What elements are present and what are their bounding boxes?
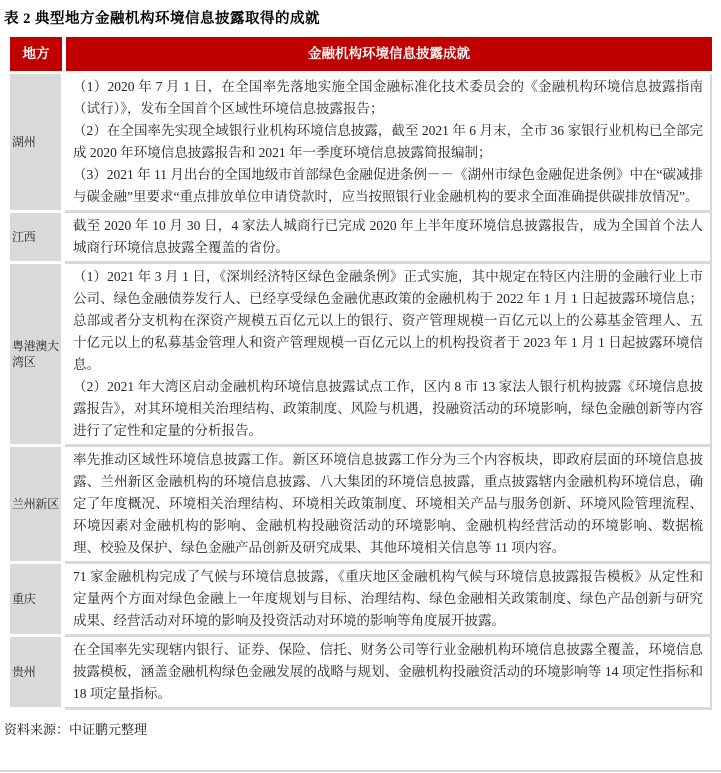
table-row (10, 264, 712, 444)
page-title: 表 2 典型地方金融机构环境信息披露取得的成就 (4, 11, 320, 27)
achievement-paragraph: （2）2021 年大湾区启动金融机构环境信息披露试点工作，区内 8 市 13 家法人银行机构披露《环境信息披露报告》，对其环境相关治理结构、政策制度、风险与机遇，投融资活动的环境影响，绿色金融创新等内容进行了定性和定量的分析报告。 (73, 379, 703, 438)
region-cell (10, 264, 61, 444)
achievement-paragraph: （2）在全国率先实现全域银行业机构环境信息披露，截至 2021 年 6 月末，全市 36 家银行业机构已全部完成 2020 年环境信息披露报告和 2021 年一季度环境信息披露简报编制； (73, 123, 703, 160)
table-row (10, 74, 712, 210)
bottom-divider (0, 770, 721, 772)
achievement-paragraph: 71 家金融机构完成了气候与环境信息披露，《重庆地区金融机构气候与环境信息披露报告模板》从定性和定量两个方面对绿色金融上一年度规划与目标、治理结构、绿色金融相关政策制度、绿色产品创新与研究成果、经营活动对环境的影响及投资活动对环境的影响等角度展开披露。 (73, 569, 703, 628)
table-row (10, 213, 712, 261)
region-cell (10, 637, 61, 707)
achievement-cell (65, 447, 712, 561)
achievement-paragraph: 率先推动区域性环境信息披露工作。新区环境信息披露工作分为三个内容板块，即政府层面的环境信息披露、兰州新区金融机构的环境信息披露、八大集团的环境信息披露，重点披露辖内金融机构环境信息，确定了年度概况、环境相关治理结构、环境相关政策制度、环境相关产品与服务创新、环境风险管理流程、环境因素对金融机构的影响、金融机构投融资活动的环境影响、金融机构经营活动的环境影响、数据梳理、校验及保护、绿色金融产品创新及研究成果、其他环境相关信息等 11 项内容。 (73, 452, 703, 555)
table-row (10, 564, 712, 634)
achievement-paragraph: （1）2021 年 3 月 1 日，《深圳经济特区绿色金融条例》正式实施，其中规定在特区内注册的金融行业上市公司、绿色金融债券发行人、已经享受绿色金融优惠政策的金融机构于 2022 年 1 月 1 日起披露环境信息；总部或者分支机构在深资产规模五百亿元以上的银行、资产管理规模一百亿元以上的公募基金管理人、五十亿元以上的私募基金管理人和资产管理规模一百亿元以上的机构投资者于 2023 年 1 月 1 日起披露环境信息。 (73, 269, 703, 372)
achievement-cell (65, 264, 712, 444)
achievement-paragraph: （3）2021 年 11 月出台的全国地级市首部绿色金融促进条例－－《湖州市绿色金融促进条例》中在“碳减排与碳金融”里要求“重点排放单位申请贷款时，应当按照银行业金融机构的要求全面准确提供碳排放情况”。 (73, 167, 703, 204)
achievement-cell (65, 637, 712, 707)
achievement-paragraph: 在全国率先实现辖内银行、证券、保险、信托、财务公司等行业金融机构环境信息披露全覆盖，环境信息披露模板，涵盖金融机构绿色金融发展的战略与规划、金融机构投融资活动的环境影响等 14 项定性指标和 18 项定量指标。 (73, 642, 703, 701)
region-label: 湖州 (12, 135, 36, 149)
region-header-cell: 地方 (10, 37, 62, 71)
region-label: 江西 (12, 230, 36, 244)
source-note: 资料来源：中证鹏元整理 (4, 722, 148, 737)
table-body (10, 74, 712, 707)
achievement-header-cell: 金融机构环境信息披露成就 (66, 37, 712, 71)
region-cell (10, 74, 61, 210)
region-label: 贵州 (12, 665, 36, 679)
region-label: 重庆 (12, 592, 36, 606)
achievement-paragraph: 截至 2020 年 10 月 30 日，4 家法人城商行已完成 2020 年上半年度环境信息披露报告，成为全国首个法人城商行环境信息披露全覆盖的省份。 (73, 218, 703, 255)
achievement-paragraph: （1）2020 年 7 月 1 日，在全国率先落地实施全国金融标准化技术委员会的《金融机构环境信息披露指南（试行）》，发布全国首个区域性环境信息披露报告； (73, 79, 703, 116)
achievement-cell (65, 564, 712, 634)
table-header-row (10, 37, 712, 71)
region-cell (10, 447, 61, 561)
region-cell (10, 213, 61, 261)
data-table (10, 37, 712, 707)
region-cell (10, 564, 61, 634)
table-row (10, 637, 712, 707)
table-row (10, 447, 712, 561)
region-label: 粤港澳大湾区 (12, 339, 59, 369)
region-label: 兰州新区 (12, 497, 59, 511)
achievement-cell (65, 213, 712, 261)
achievement-cell (65, 74, 712, 210)
